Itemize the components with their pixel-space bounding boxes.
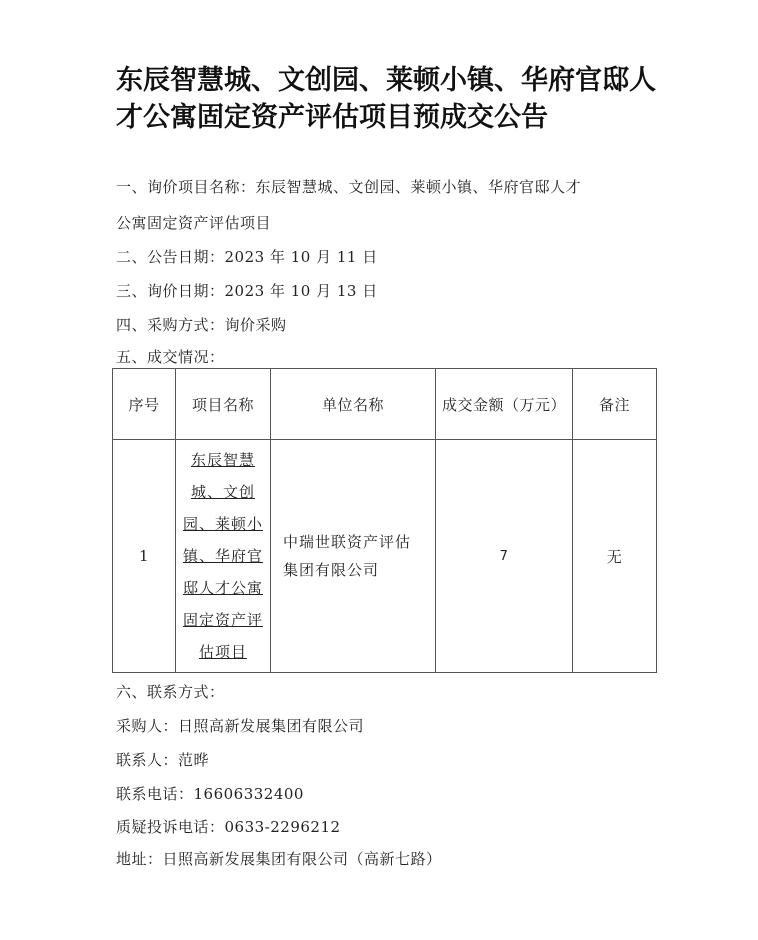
header-no: 序号 [113, 369, 176, 440]
cell-remark: 无 [573, 440, 657, 673]
item-inquiry-date: 三、询价日期：2023 年 10 月 13 日 [116, 282, 378, 300]
cell-project [176, 440, 271, 673]
page-title: 东辰智慧城、文创园、莱顿小镇、华府官邸人才公寓固定资产评估项目预成交公告 [116, 65, 656, 133]
award-table [112, 368, 657, 673]
header-unit: 单位名称 [271, 369, 436, 440]
cell-amount: 7 [436, 440, 573, 673]
table-row [113, 440, 657, 673]
contact-complaint-phone: 质疑投诉电话：0633-2296212 [116, 818, 341, 836]
project-link[interactable]: 东辰智慧城、文创园、莱顿小镇、华府官邸人才公寓固定资产评估项目 [182, 451, 263, 661]
item-deal-status: 五、成交情况： [116, 348, 225, 366]
item-procurement-method: 四、采购方式：询价采购 [116, 316, 287, 334]
table-header-row [113, 369, 657, 440]
item-announcement-date: 二、公告日期：2023 年 10 月 11 日 [116, 248, 378, 266]
item-project-name-continued: 公寓固定资产评估项目 [116, 214, 272, 232]
header-amount: 成交金额（万元） [436, 369, 573, 440]
cell-unit [271, 440, 436, 673]
contact-heading: 六、联系方式： [116, 683, 225, 701]
header-remark: 备注 [573, 369, 657, 440]
contact-address: 地址：日照高新发展集团有限公司（高新七路） [116, 850, 442, 868]
header-project: 项目名称 [176, 369, 271, 440]
cell-no: 1 [113, 440, 176, 673]
unit-name: 中瑞世联资产评估集团有限公司 [283, 533, 412, 579]
contact-purchaser: 采购人：日照高新发展集团有限公司 [116, 717, 365, 735]
contact-phone: 联系电话：16606332400 [116, 785, 304, 803]
contact-person: 联系人：范晔 [116, 751, 210, 769]
item-project-name: 一、询价项目名称：东辰智慧城、文创园、莱顿小镇、华府官邸人才 [116, 178, 582, 196]
